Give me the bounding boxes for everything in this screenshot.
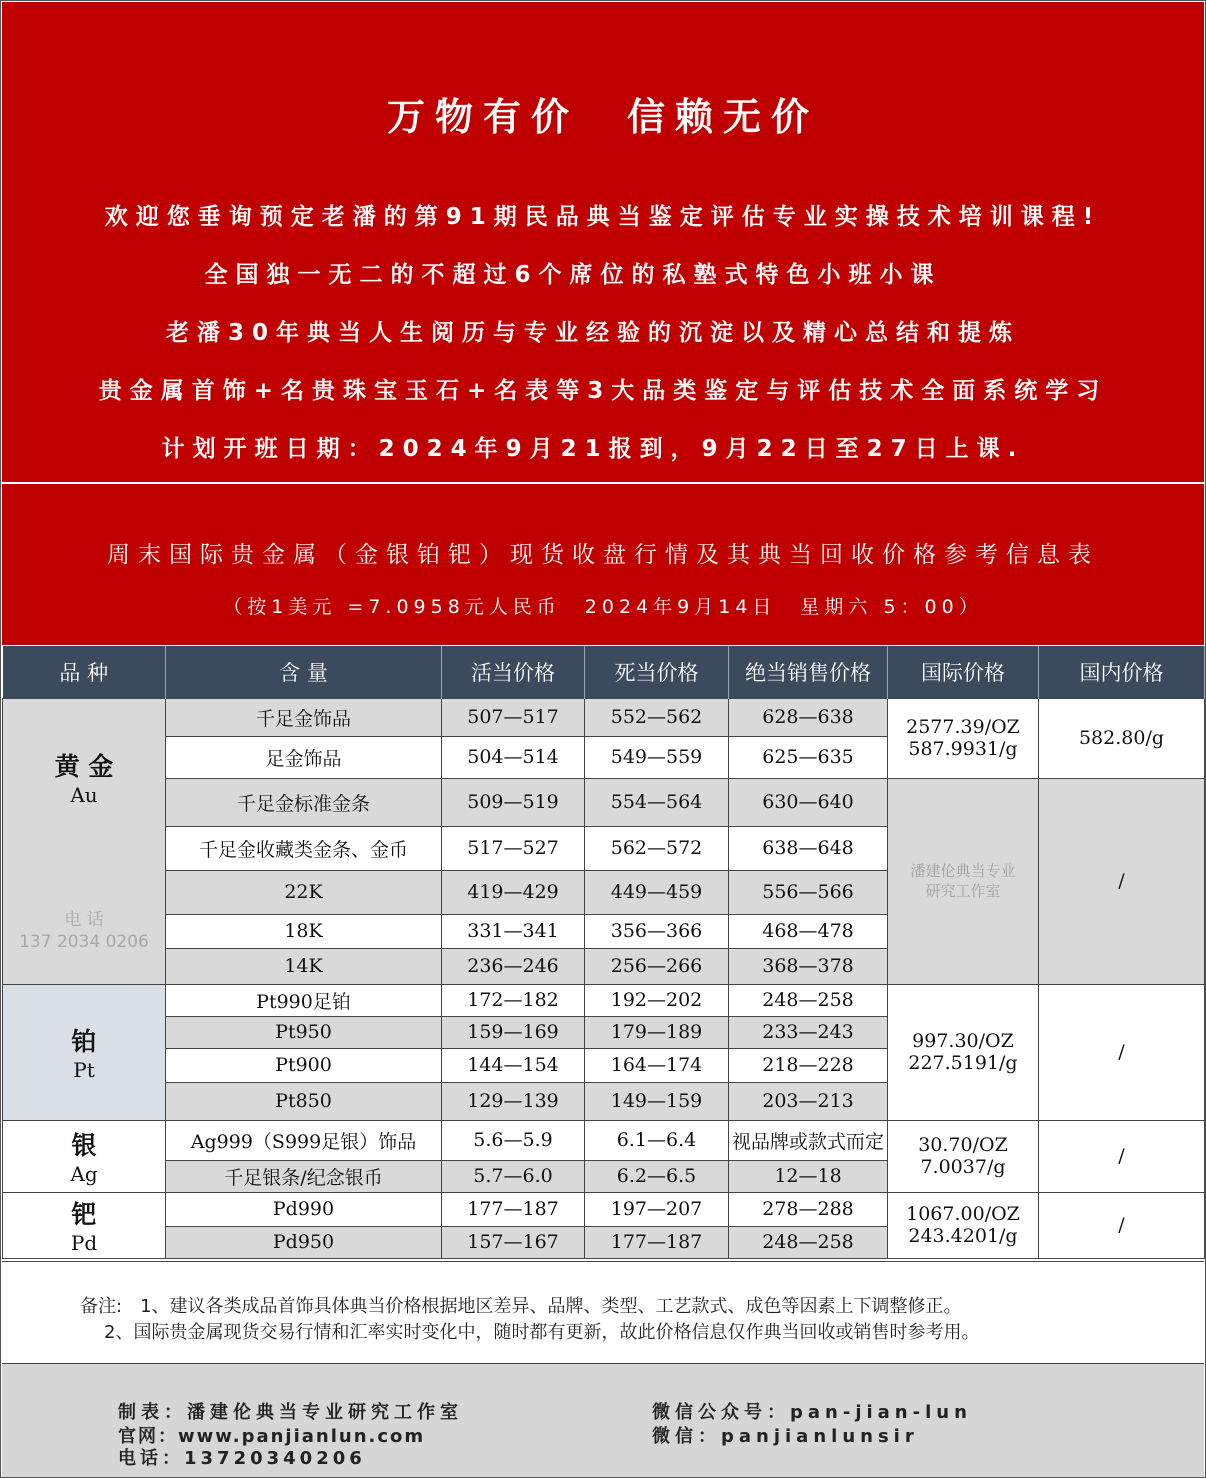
live-price-cell: 509—519 xyxy=(442,778,585,826)
table-title: 周末国际贵金属（金银铂钯）现货收盘行情及其典当回收价格参考信息表 xyxy=(107,542,1099,568)
silver-name: 银 xyxy=(71,1131,97,1160)
live-price-cell: 236—246 xyxy=(442,948,585,984)
sale-price-cell: 视品牌或款式而定 xyxy=(729,1120,888,1160)
item-cell: Pt850 xyxy=(166,1082,442,1120)
dead-price-cell: 552—562 xyxy=(585,698,729,736)
item-cell: 18K xyxy=(166,914,442,948)
table-subtitle: （按1美元 =7.0958元人民币 2024年9月14日 星期六 5：00） xyxy=(223,596,983,618)
category-platinum xyxy=(3,984,166,1120)
item-cell: Pt950 xyxy=(166,1016,442,1048)
phone-watermark xyxy=(3,909,165,953)
footer-website: 官网：www.panjianlun.com xyxy=(118,1426,426,1447)
dead-price-cell: 549—559 xyxy=(585,736,729,778)
dead-price-cell: 6.2—6.5 xyxy=(585,1160,729,1192)
sale-price-cell: 248—258 xyxy=(729,1226,888,1258)
table-row xyxy=(3,698,1205,736)
remarks xyxy=(2,1261,1204,1361)
studio-watermark xyxy=(888,778,1039,984)
item-cell: 千足金收藏类金条、金币 xyxy=(166,826,442,870)
col-header-sale-price: 绝当销售价格 xyxy=(729,646,888,698)
sale-price-cell: 233—243 xyxy=(729,1016,888,1048)
table-title-block xyxy=(2,484,1204,645)
sale-price-cell: 218—228 xyxy=(729,1048,888,1082)
table-row xyxy=(3,778,1205,826)
gold-domestic-slash: / xyxy=(1039,778,1205,984)
footer-wechat: 微信：panjianlunsir xyxy=(652,1426,919,1447)
live-price-cell: 144—154 xyxy=(442,1048,585,1082)
footer-wechat-official: 微信公众号：pan-jian-lun xyxy=(652,1402,972,1423)
sale-price-cell: 278—288 xyxy=(729,1192,888,1226)
platinum-intl-price xyxy=(888,984,1039,1120)
live-price-cell: 507—517 xyxy=(442,698,585,736)
sale-price-cell: 630—640 xyxy=(729,778,888,826)
phone-watermark-number: 137 2034 0206 xyxy=(19,931,149,952)
item-cell: 足金饰品 xyxy=(166,736,442,778)
palladium-domestic-price: / xyxy=(1039,1192,1205,1258)
item-cell: 千足金饰品 xyxy=(166,698,442,736)
table-row xyxy=(3,1192,1205,1226)
dead-price-cell: 149—159 xyxy=(585,1082,729,1120)
palladium-intl-oz: 1067.00/OZ xyxy=(906,1203,1020,1225)
sale-price-cell: 368—378 xyxy=(729,948,888,984)
dead-price-cell: 256—266 xyxy=(585,948,729,984)
category-palladium xyxy=(3,1192,166,1258)
item-cell: Pt900 xyxy=(166,1048,442,1082)
col-header-live-price: 活当价格 xyxy=(442,646,585,698)
palladium-symbol: Pd xyxy=(70,1231,98,1255)
banner-line-1: 欢迎您垂询预定老潘的第91期民品典当鉴定评估专业实操技术培训课程! xyxy=(104,204,1102,230)
palladium-name: 钯 xyxy=(71,1200,97,1229)
platinum-name: 铂 xyxy=(71,1027,97,1056)
slogan: 万物有价 信赖无价 xyxy=(386,95,819,139)
dead-price-cell: 192—202 xyxy=(585,984,729,1016)
item-cell: 14K xyxy=(166,948,442,984)
sale-price-cell: 625—635 xyxy=(729,736,888,778)
sale-price-cell: 638—648 xyxy=(729,826,888,870)
live-price-cell: 5.6—5.9 xyxy=(442,1120,585,1160)
gold-intl-price xyxy=(888,698,1039,778)
sale-price-cell: 468—478 xyxy=(729,914,888,948)
item-cell: 千足金标准金条 xyxy=(166,778,442,826)
col-header-content: 含 量 xyxy=(166,646,442,698)
live-price-cell: 331—341 xyxy=(442,914,585,948)
table-header-row xyxy=(3,646,1205,698)
item-cell: 22K xyxy=(166,870,442,914)
item-cell: Pt990足铂 xyxy=(166,984,442,1016)
item-cell: Ag999（S999足银）饰品 xyxy=(166,1120,442,1160)
dead-price-cell: 554—564 xyxy=(585,778,729,826)
dead-price-cell: 356—366 xyxy=(585,914,729,948)
platinum-intl-oz: 997.30/OZ xyxy=(912,1030,1014,1052)
dead-price-cell: 179—189 xyxy=(585,1016,729,1048)
sale-price-cell: 12—18 xyxy=(729,1160,888,1192)
gold-intl-g: 587.9931/g xyxy=(908,738,1018,760)
live-price-cell: 5.7—6.0 xyxy=(442,1160,585,1192)
dead-price-cell: 197—207 xyxy=(585,1192,729,1226)
silver-domestic-price: / xyxy=(1039,1120,1205,1192)
platinum-intl-g: 227.5191/g xyxy=(908,1052,1018,1074)
phone-watermark-label: 电 话 xyxy=(64,909,104,930)
col-header-domestic-price: 国内价格 xyxy=(1039,646,1205,698)
sale-price-cell: 628—638 xyxy=(729,698,888,736)
col-header-dead-price: 死当价格 xyxy=(585,646,729,698)
banner-line-2: 全国独一无二的不超过6个席位的私塾式特色小班小课 xyxy=(204,262,942,288)
footer xyxy=(2,1363,1204,1477)
promo-banner xyxy=(2,2,1204,482)
banner-line-3: 老潘30年典当人生阅历与专业经验的沉淀以及精心总结和提炼 xyxy=(165,320,1020,346)
sale-price-cell: 203—213 xyxy=(729,1082,888,1120)
table-row xyxy=(3,984,1205,1016)
banner-line-5: 计划开班日期：2024年9月21报到，9月22日至27日上课. xyxy=(161,436,1025,462)
platinum-symbol: Pt xyxy=(73,1058,95,1082)
live-price-cell: 129—139 xyxy=(442,1082,585,1120)
item-cell: Pd990 xyxy=(166,1192,442,1226)
live-price-cell: 157—167 xyxy=(442,1226,585,1258)
platinum-domestic-price: / xyxy=(1039,984,1205,1120)
footer-phone: 电话：13720340206 xyxy=(118,1448,366,1469)
footer-maker: 制表：潘建伦典当专业研究工作室 xyxy=(118,1402,463,1423)
live-price-cell: 504—514 xyxy=(442,736,585,778)
silver-intl-g: 7.0037/g xyxy=(920,1156,1006,1178)
table-row xyxy=(3,1120,1205,1160)
col-header-intl-price: 国际价格 xyxy=(888,646,1039,698)
live-price-cell: 159—169 xyxy=(442,1016,585,1048)
palladium-intl-price xyxy=(888,1192,1039,1258)
gold-domestic-price: 582.80/g xyxy=(1039,698,1205,778)
gold-name: 黄 金 xyxy=(54,751,114,781)
banner-line-4: 贵金属首饰+名贵珠宝玉石+名表等3大品类鉴定与评估技术全面系统学习 xyxy=(98,378,1108,404)
gold-symbol: Au xyxy=(70,782,98,807)
dead-price-cell: 562—572 xyxy=(585,826,729,870)
live-price-cell: 177—187 xyxy=(442,1192,585,1226)
item-cell: 千足银条/纪念银币 xyxy=(166,1160,442,1192)
remark-2: 2、国际贵金属现货交易行情和汇率实时变化中，随时都有更新，故此价格信息仅作典当回收或销售时参考用。 xyxy=(104,1322,980,1343)
sale-price-cell: 248—258 xyxy=(729,984,888,1016)
studio-watermark-line-2: 研究工作室 xyxy=(925,882,1001,900)
col-header-type: 品 种 xyxy=(3,646,166,698)
live-price-cell: 517—527 xyxy=(442,826,585,870)
palladium-intl-g: 243.4201/g xyxy=(908,1225,1018,1247)
studio-watermark-line-1: 潘建伦典当专业 xyxy=(910,862,1016,880)
sale-price-cell: 556—566 xyxy=(729,870,888,914)
dead-price-cell: 449—459 xyxy=(585,870,729,914)
dead-price-cell: 177—187 xyxy=(585,1226,729,1258)
silver-symbol: Ag xyxy=(70,1162,98,1186)
category-gold xyxy=(3,698,166,984)
silver-intl-price xyxy=(888,1120,1039,1192)
live-price-cell: 419—429 xyxy=(442,870,585,914)
dead-price-cell: 164—174 xyxy=(585,1048,729,1082)
gold-intl-oz: 2577.39/OZ xyxy=(906,716,1020,738)
live-price-cell: 172—182 xyxy=(442,984,585,1016)
remark-1: 备注: 1、建议各类成品首饰具体典当价格根据地区差异、品牌、类型、工艺款式、成色等因素上下调整修正。 xyxy=(80,1296,962,1317)
silver-intl-oz: 30.70/OZ xyxy=(918,1134,1008,1156)
item-cell: Pd950 xyxy=(166,1226,442,1258)
dead-price-cell: 6.1—6.4 xyxy=(585,1120,729,1160)
category-silver xyxy=(3,1120,166,1192)
price-table xyxy=(2,646,1205,1259)
